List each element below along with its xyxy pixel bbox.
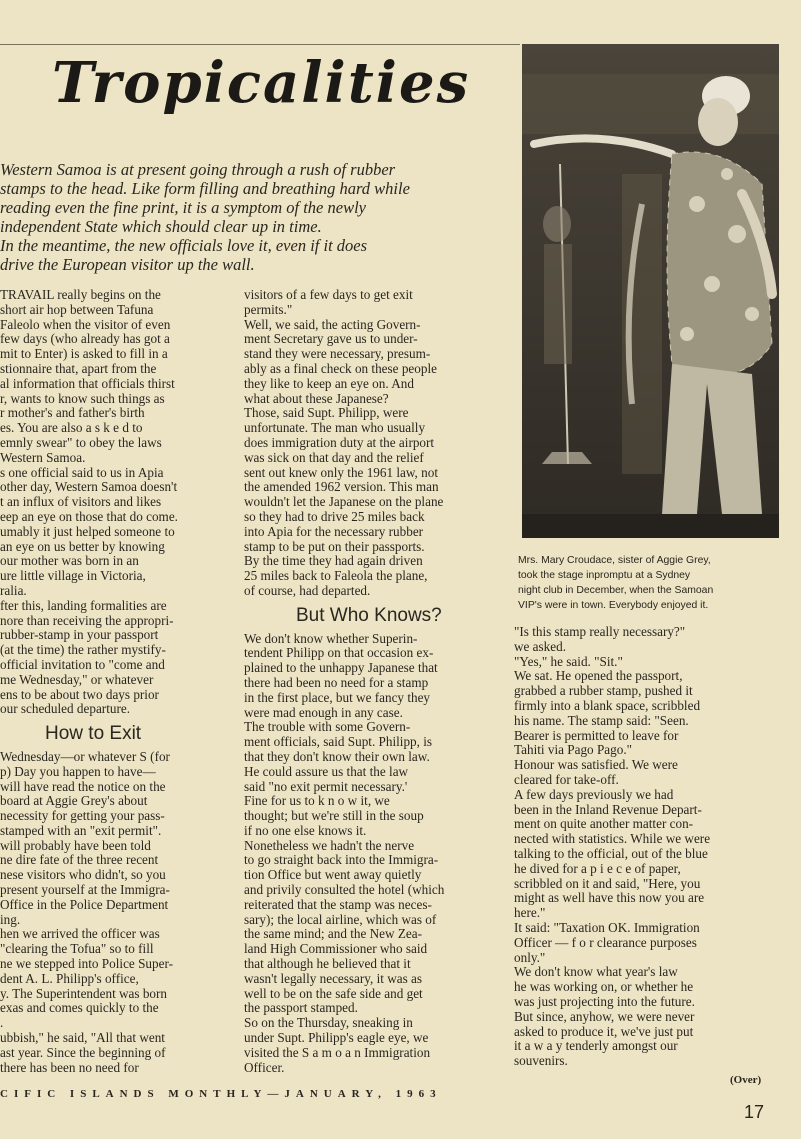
text-line: umably it just helped someone to [0,524,175,539]
text-line: The trouble with some Govern- [244,720,411,735]
text-line: he dived for a p i e c e of paper, [514,861,681,876]
text-line: what about these Japanese? [244,391,389,406]
text-line: visited the S a m o a n Immigration [244,1045,431,1060]
column-2 [244,288,504,1075]
text-line: an eye on us better by knowing [0,539,165,554]
text-line: and privily consulted the hotel (which [244,883,445,898]
text-line: he was working on, or whether he [514,980,694,995]
text-line: few days (who already has got a [0,332,170,347]
text-line: that they don't know their own law. [244,749,430,764]
text-line: ne we stepped into Police Super- [0,957,173,972]
text-line: there had been no need for a stamp [244,675,429,690]
text-line: grabbed a rubber stamp, pushed it [514,684,693,699]
text-line: here." [514,906,546,921]
text-line: Honour was satisfied. We were [514,758,678,773]
text-line: if no one else knows it. [244,823,367,838]
text-line: ment Secretary gave us to under- [244,332,418,347]
text-line: asked to produce it, we've just put [514,1024,694,1039]
text-line: was just projecting into the future. [514,994,695,1009]
text-line: stamp to be put on their passports. [244,539,425,554]
text-line: our mother was born in an [0,554,139,569]
article-title: Tropicalities [52,50,471,116]
text-line: Nonetheless we hadn't the nerve [244,838,415,853]
text-line: only." [514,950,546,965]
text-line: We sat. He opened the passport, [514,669,683,684]
text-line: t an influx of visitors and likes [0,495,162,510]
text-line: said "no exit permit necessary.' [244,779,408,794]
text-line: so they had to drive 25 miles back [244,509,425,524]
text-line: ast year. Since the beginning of [0,1045,166,1060]
text-line: ure little village in Victoria, [0,569,146,584]
text-line: land High Commissioner who said [244,942,428,957]
text-line: Bearer is permitted to leave for [514,728,679,743]
text-line: Those, said Supt. Philipp, were [244,406,409,421]
text-line: s one official said to us in Apia [0,465,164,480]
text-line: short air hop between Tafuna [0,302,154,317]
intro-paragraph [0,160,510,274]
text-line: that although he believed that it [244,957,411,972]
text-line: nected with statistics. While we were [514,832,711,847]
caption-line: took the stage inpromptu at a Sydney [518,570,691,581]
column-3 [514,625,776,1069]
text-line: ne dire fate of the three recent [0,853,159,868]
intro-line: In the meantime, the new officials love it, even if it does [0,236,368,255]
text-line: thought; but we're still in the soup [244,809,424,824]
text-line: in the first place, but we fancy they [244,690,431,705]
text-line: Faleolo when the visitor of even [0,317,171,332]
text-line: ralia. [0,583,27,598]
text-line: present yourself at the Immigra- [0,883,170,898]
text-line: . [0,1016,4,1031]
text-line: "clearing the Tofua" so to fill [0,942,154,957]
column-2-body [244,288,504,599]
text-line: ing. [0,912,21,927]
text-line: TRAVAIL really begins on the [0,288,161,302]
text-line: it a w a y tenderly amongst our [514,1039,678,1054]
text-line: "Is this stamp really necessary?" [514,625,686,639]
intro-line: reading even the fine print, it is a symptom of the newly [0,198,366,217]
text-line: ment on quite another matter con- [514,817,694,832]
text-line: to go straight back into the Immigra- [244,853,439,868]
text-line: A few days previously we had [514,787,674,802]
text-line: He could assure us that the law [244,764,409,779]
photo-illustration [522,44,779,538]
text-line: exas and comes quickly to the [0,1001,159,1016]
top-rule [0,44,520,45]
text-line: plained to the unhappy Japanese that [244,661,438,676]
text-line: We don't know whether Superin- [244,631,418,646]
text-line: fter this, landing formalities are [0,598,167,613]
text-line: stand they were necessary, presum- [244,347,431,362]
text-line: will probably have been told [0,838,151,853]
text-line: rubber-stamp in your passport [0,628,159,643]
text-line: Office in the Police Department [0,897,169,912]
text-line: there has been no need for [0,1060,139,1075]
text-line: ubbish," he said, "All that went [0,1031,165,1046]
text-line: under Supt. Philipp's eagle eye, we [244,1031,429,1046]
text-line: stamped with an "exit permit". [0,823,162,838]
text-line: ens to be about two days prior [0,687,159,702]
text-line: ment officials, said Supt. Philipp, is [244,735,433,750]
text-line: r mother's and father's birth [0,406,145,421]
text-line: Fine for us to k n o w it, we [244,794,390,809]
intro-line: drive the European visitor up the wall. [0,255,255,274]
text-line: cleared for take-off. [514,772,619,787]
text-line: es. You are also a s k e d to [0,421,143,436]
text-line: reiterated that the stamp was neces- [244,897,432,912]
text-line: of course, had departed. [244,583,371,598]
text-line: the amended 1962 version. This man [244,480,439,495]
text-line: Well, we said, the acting Govern- [244,317,421,332]
caption-line: night club in December, when the Samoan [518,585,714,596]
text-line: We don't know what year's law [514,965,678,980]
text-line: Western Samoa. [0,450,86,465]
text-line: wouldn't let the Japanese on the plane [244,495,444,510]
text-line: they like to keep an eye on. And [244,376,414,391]
subhead-but-who-knows: But Who Knows? [296,604,442,626]
text-line: the passport stamped. [244,1001,358,1016]
text-line: necessity for getting your pass- [0,809,165,824]
intro-line: Western Samoa is at present going through a rush of rubber [0,160,396,179]
text-line: y. The Superintendent was born [0,986,168,1001]
text-line: dent A. L. Philipp's office, [0,971,139,986]
text-line: board at Aggie Grey's about [0,794,148,809]
text-line: emnly swear" to obey the laws [0,435,162,450]
text-line: By the time they had again driven [244,554,423,569]
text-line: does immigration duty at the airport [244,435,435,450]
text-line: well to be on the safe side and get [244,986,423,1001]
text-line: his name. The stamp said: "Seen. [514,713,689,728]
subhead-how-to-exit: How to Exit [45,723,142,745]
continued-marker: (Over) [730,1074,762,1086]
caption-line: VIP's were in town. Everybody enjoyed it. [518,600,709,611]
text-line: me Wednesday," or whatever [0,672,154,687]
text-line: souvenirs. [514,1054,568,1069]
column-1-body [0,288,232,717]
text-line: visitors of a few days to get exit [244,288,413,302]
intro-line: independent State which should clear up in time. [0,217,322,236]
text-line: Officer — f o r clearance purposes [514,935,697,950]
text-line: p) Day you happen to have— [0,764,156,779]
page-number: 17 [744,1102,765,1122]
text-line: sent out knew only the 1961 law, not [244,465,438,480]
text-line: sary); the local airline, which was of [244,912,437,927]
text-line: will have read the notice on the [0,779,166,794]
text-line: firmly into a blank space, scribbled [514,698,701,713]
intro-line: stamps to the head. Like form filling and breathing hard while [0,179,410,198]
text-line: talking to the official, out of the blue [514,846,708,861]
text-line: Officer. [244,1060,285,1075]
text-line: al information that officials thirst [0,376,175,391]
text-line: tion Office but went away quietly [244,868,422,883]
text-line: But since, anyhow, we were never [514,1009,695,1024]
text-line: eep an eye on those that do come. [0,509,178,524]
text-line: r, wants to know such things as [0,391,165,406]
text-line: were mad enough in any case. [244,705,403,720]
text-line: been in the Inland Revenue Depart- [514,802,702,817]
text-line: mit to Enter) is asked to fill in a [0,347,168,362]
text-line: So on the Thursday, sneaking in [244,1016,413,1031]
text-line: hen we arrived the officer was [0,927,160,942]
column-1 [0,288,232,1075]
text-line: 25 miles back to Faleola the plane, [244,569,428,584]
photo-caption [518,553,780,613]
text-line: (at the time) the rather mystify- [0,643,166,658]
text-line: was sick on that day and the relief [244,450,424,465]
text-line: ably as a final check on these people [244,361,437,376]
text-line: stionnaire that, apart from the [0,361,157,376]
text-line: we asked. [514,639,566,654]
text-line: nore than receiving the appropri- [0,613,174,628]
column-1-body-continued [0,750,232,1076]
text-line: might as well have this now you are [514,891,705,906]
photo-woman-singing [522,44,779,538]
text-line: official invitation to "come and [0,657,165,672]
text-line: It said: "Taxation OK. Immigration [514,920,700,935]
text-line: permits." [244,302,293,317]
text-line: our scheduled departure. [0,702,130,717]
text-line: wasn't legally necessary, it was as [244,971,423,986]
column-2-body-continued [244,632,504,1076]
text-line: the same mind; and the New Zea- [244,927,422,942]
text-line: other day, Western Samoa doesn't [0,480,178,495]
text-line: Tahiti via Pago Pago." [514,743,633,758]
text-line: nese visitors who didn't, so you [0,868,166,883]
text-line: into Apia for the necessary rubber [244,524,424,539]
text-line: tendent Philipp on that occasion ex- [244,646,434,661]
caption-line: Mrs. Mary Croudace, sister of Aggie Grey, [518,555,711,566]
page-footer: CIFIC ISLANDS MONTHLY—JANUARY, 1963 [0,1088,442,1100]
text-line: unfortunate. The man who usually [244,421,426,436]
text-line: "Yes," he said. "Sit." [514,654,623,669]
text-line: Wednesday—or whatever S (for [0,749,170,764]
text-line: scribbled on it and said, "Here, you [514,876,701,891]
